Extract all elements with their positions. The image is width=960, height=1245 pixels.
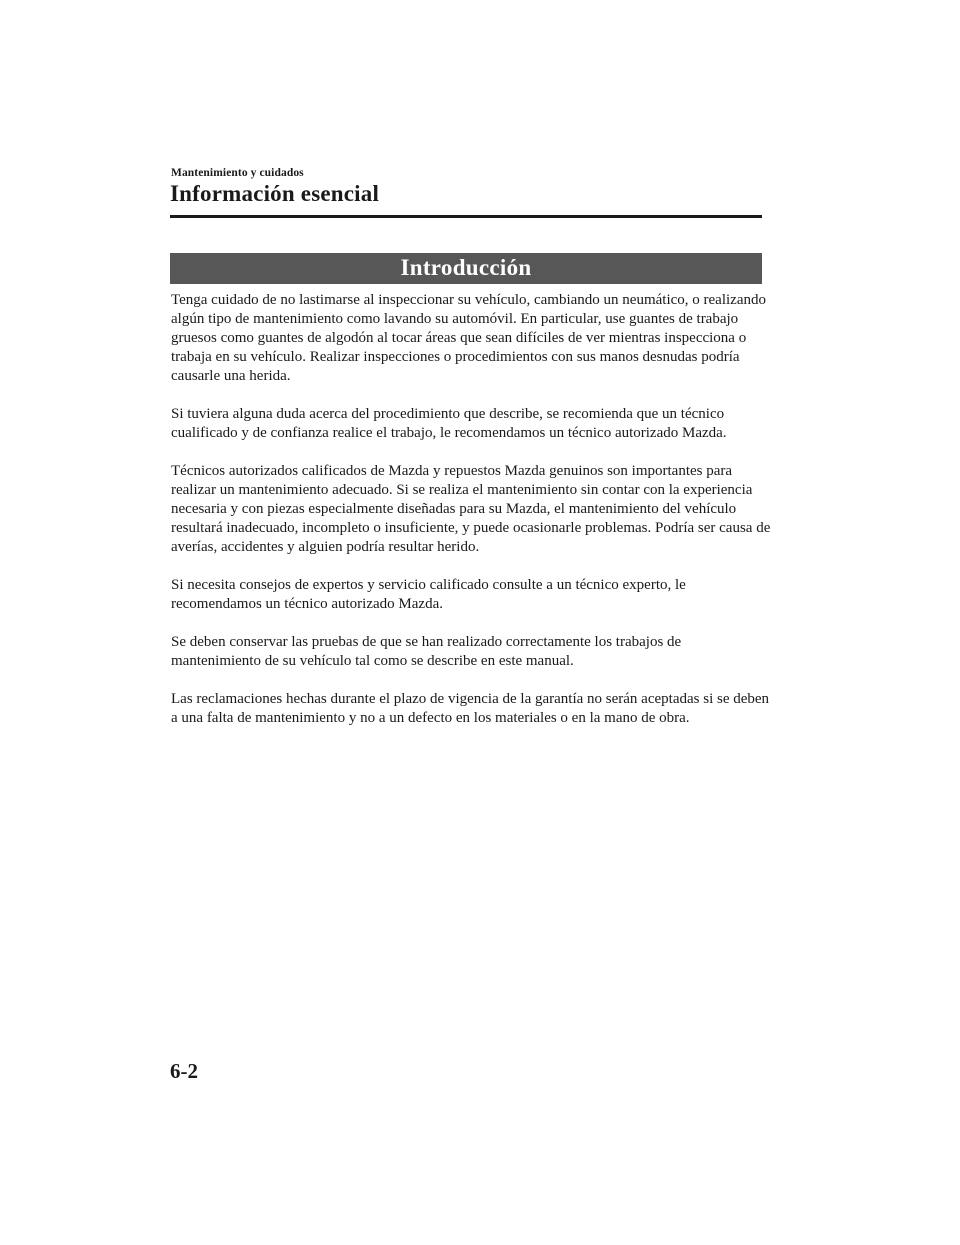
title-divider: [170, 215, 762, 218]
paragraph-maintenance-records: Se deben conservar las pruebas de que se han realizado correctamente los trabajos de mantenimiento de su vehículo tal como se describe en este manual.: [171, 634, 682, 669]
page-number: 6-2: [170, 1059, 198, 1083]
chapter-label: Mantenimiento y cuidados: [171, 167, 304, 179]
paragraph-doubts: Si tuviera alguna duda acerca del procedimiento que describe, se recomienda que un técnico cualificado y de confianza realice el trabajo, le recomendamos un técnico autorizado Mazda.: [171, 406, 727, 441]
introduction-banner: Introducción: [170, 253, 762, 284]
section-title: Información esencial: [170, 181, 380, 206]
paragraph-safety: Tenga cuidado de no lastimarse al inspeccionar su vehículo, cambiando un neumático, o realizando algún tipo de mantenimiento como lavando su automóvil. En particular, use guantes de trabajo gruesos como guantes de algodón al tocar áreas que sean difíciles de ver mientras inspecciona o trabaja en su vehículo. Realizar inspecciones o procedimientos con sus manos desnudas podría causarle una herida.: [171, 292, 766, 384]
paragraph-expert-advice: Si necesita consejos de expertos y servicio calificado consulte a un técnico experto, le recomendamos un técnico autorizado Mazda.: [171, 577, 686, 612]
paragraph-warranty-claims: Las reclamaciones hechas durante el plazo de vigencia de la garantía no serán aceptadas si se deben a una falta de mantenimiento y no a un defecto en los materiales o en la mano de obra.: [171, 691, 770, 726]
body-text: [171, 291, 771, 747]
paragraph-authorized-technicians: Técnicos autorizados calificados de Mazda y repuestos Mazda genuinos son importantes para realizar un mantenimiento adecuado. Si se realiza el mantenimiento sin contar con la experiencia necesaria y con piezas especialmente diseñadas para su Mazda, el mantenimiento del vehículo resultará inadecuado, incompleto o insuficiente, y puede ocasionarle problemas. Podría ser causa de averías, accidentes y alguien podría resultar herido.: [171, 463, 771, 555]
